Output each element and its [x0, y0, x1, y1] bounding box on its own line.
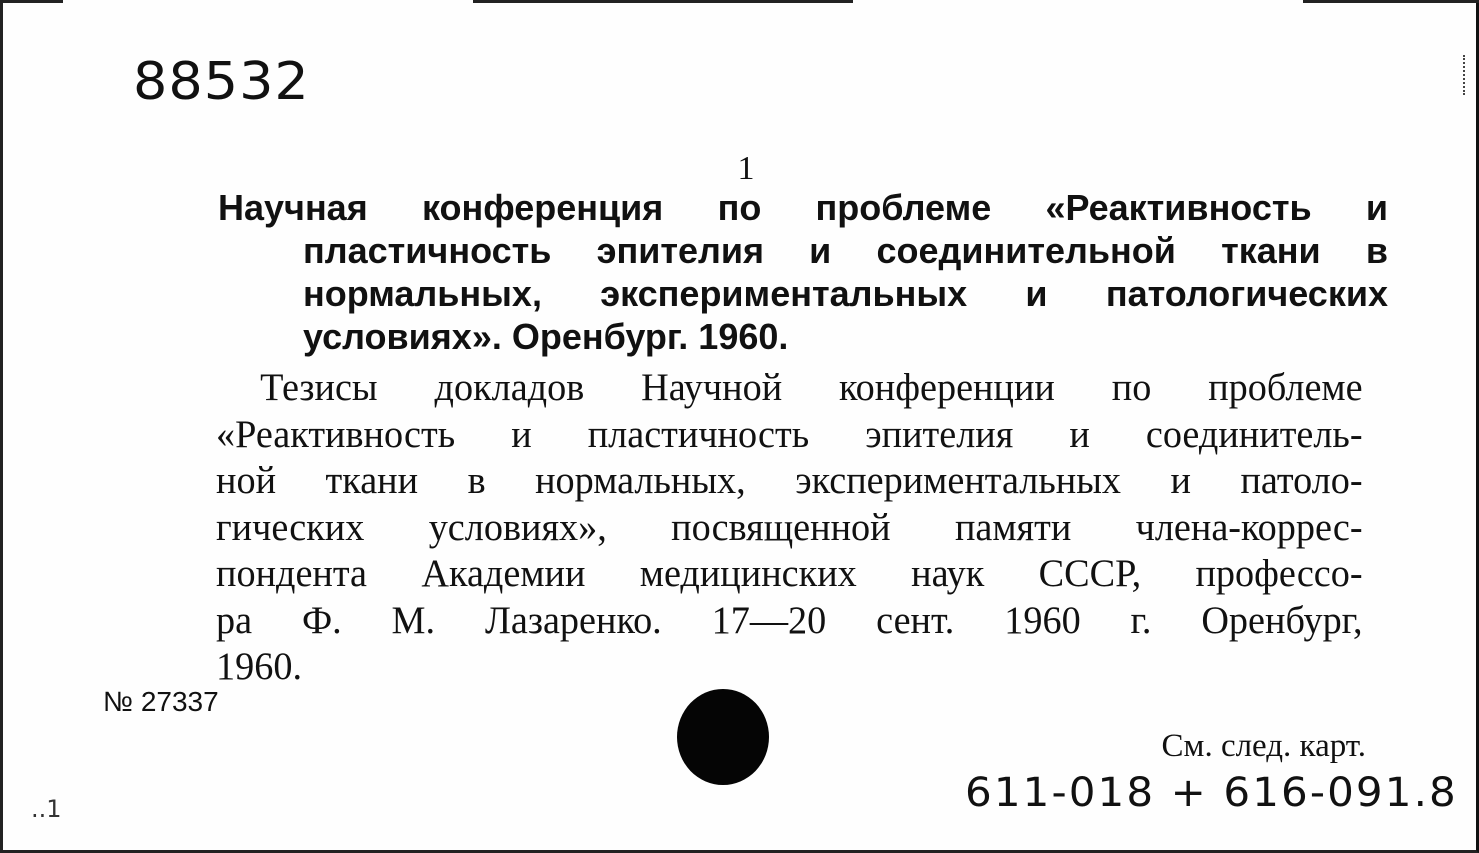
- edge-mark: [1463, 55, 1468, 95]
- catalog-number: 88532: [133, 51, 310, 112]
- description-line: пондента Академии медицинских наук СССР, профессо-: [216, 552, 1363, 595]
- description-line: «Реактивность и пластичность эпителия и соединитель-: [216, 412, 1363, 456]
- description-line: гических условиях», посвященной памяти члена-коррес-: [216, 505, 1363, 549]
- classification-code: 611-018 + 616-091.8: [965, 770, 1458, 816]
- record-heading: [218, 186, 1388, 358]
- card-edge: [3, 0, 63, 3]
- record-description: [216, 365, 1363, 691]
- heading-line: условиях». Оренбург. 1960.: [303, 316, 789, 357]
- card-edge: [473, 0, 853, 3]
- description-line: Тезисы докладов Научной конференции по проблеме: [260, 366, 1363, 409]
- punch-hole: [677, 689, 769, 785]
- description-line: 1960.: [216, 645, 302, 688]
- accession-number: № 27337: [103, 686, 219, 717]
- corner-mark: ..1: [31, 795, 62, 823]
- heading-line: Научная конференция по проблеме «Реактивность и: [218, 187, 1388, 228]
- card-index: 1: [737, 150, 755, 187]
- heading-line: нормальных, экспериментальных и патологических: [303, 273, 1388, 314]
- description-line: ной ткани в нормальных, экспериментальных и патоло-: [216, 459, 1363, 502]
- see-next-card-note: См. след. карт.: [1161, 728, 1366, 764]
- description-line: ра Ф. М. Лазаренко. 17—20 сент. 1960 г. Оренбург,: [216, 598, 1363, 642]
- heading-line: пластичность эпителия и соединительной ткани в: [303, 230, 1388, 271]
- card-edge: [1303, 0, 1479, 3]
